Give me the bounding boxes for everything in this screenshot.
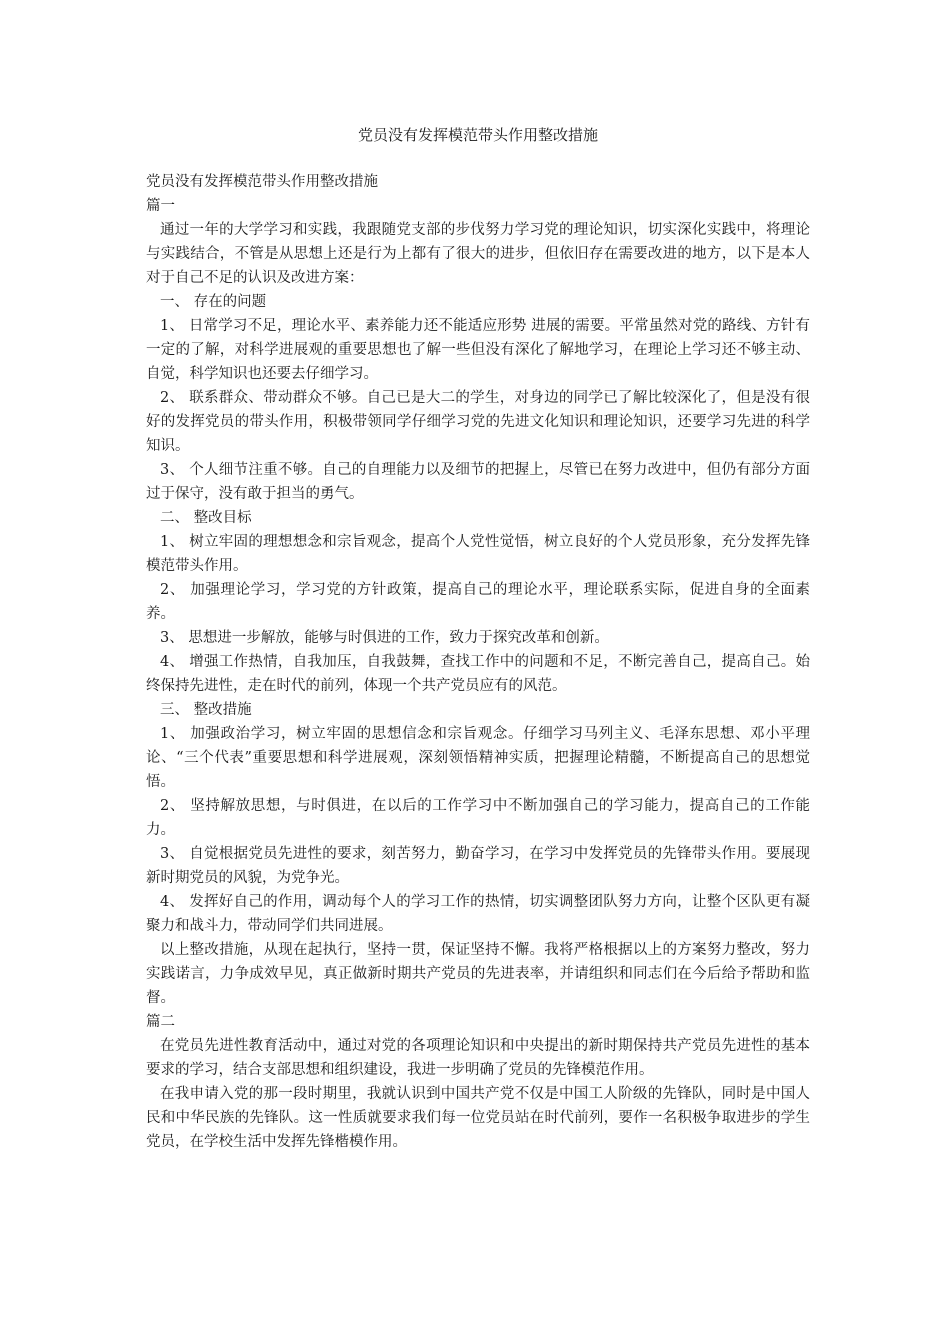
part-two-label: 篇二 — [146, 1014, 175, 1030]
section-heading-problems: 一、 存在的问题 — [160, 294, 267, 310]
section-heading-measures: 三、 整改措施 — [160, 702, 252, 718]
section-heading-goals: 二、 整改目标 — [160, 510, 252, 526]
goal-item: 3、 思想进一步解放，能够与时俱进的工作，致力于探究改革和创新。 — [160, 630, 609, 646]
problem-item: 2、 联系群众、带动群众不够。自己已是大二的学生，对身边的同学已了解比较深化了，但是没有很好的发挥党员的带头作用，积极带领同学仔细学习党的先进文化知识和理论知识，还要学习先进的科学知识。 — [146, 390, 810, 454]
document-page — [146, 124, 810, 1154]
part-two-paragraph: 在党员先进性教育活动中，通过对党的各项理论知识和中央提出的新时期保持共产党员先进性的基本要求的学习，结合支部思想和组织建设，我进一步明确了党员的先锋模范作用。 — [146, 1038, 810, 1078]
measure-item: 2、 坚持解放思想，与时俱进，在以后的工作学习中不断加强自己的学习能力，提高自己的工作能力。 — [146, 798, 810, 838]
goal-item: 4、 增强工作热情，自我加压，自我鼓舞，查找工作中的问题和不足，不断完善自己，提高自己。始终保持先进性，走在时代的前列，体现一个共产党员应有的风范。 — [146, 654, 810, 694]
conclusion-paragraph: 以上整改措施，从现在起执行，坚持一贯，保证坚持不懈。我将严格根据以上的方案努力整改，努力实践诺言，力争成效早见，真正做新时期共产党员的先进表率，并请组织和同志们在今后给予帮助和监督。 — [146, 942, 810, 1006]
goal-item: 1、 树立牢固的理想想念和宗旨观念，提高个人党性觉悟，树立良好的个人党员形象，充分发挥先锋模范带头作用。 — [146, 534, 810, 574]
part-two-paragraph: 在我申请入党的那一段时期里，我就认识到中国共产党不仅是中国工人阶级的先锋队，同时是中国人民和中华民族的先锋队。这一性质就要求我们每一位党员站在时代前列，要作一名积极争取进步的学生党员，在学校生活中发挥先锋楷模作用。 — [146, 1086, 810, 1150]
goal-item: 2、 加强理论学习，学习党的方针政策，提高自己的理论水平，理论联系实际，促进自身的全面素养。 — [146, 582, 810, 622]
part-one-label: 篇一 — [146, 198, 175, 214]
problem-item: 1、 日常学习不足，理论水平、素养能力还不能适应形势 进展的需要。平常虽然对党的路线、方针有一定的了解，对科学进展观的重要思想也了解一些但没有深化了解地学习，在理论上学习还不够主动、自觉，科学知识也还要去仔细学习。 — [146, 318, 810, 382]
intro-paragraph: 通过一年的大学学习和实践，我跟随党支部的步伐努力学习党的理论知识，切实深化实践中，将理论与实践结合，不管是从思想上还是行为上都有了很大的进步，但依旧存在需要改进的地方，以下是本人对于自己不足的认识及改进方案： — [146, 222, 810, 286]
document-subtitle: 党员没有发挥模范带头作用整改措施 — [146, 174, 378, 190]
document-title: 党员没有发挥模范带头作用整改措施 — [357, 126, 598, 144]
measure-item: 3、 自觉根据党员先进性的要求，刻苦努力，勤奋学习，在学习中发挥党员的先锋带头作用。要展现新时期党员的风貌，为党争光。 — [146, 846, 810, 886]
measure-item: 1、 加强政治学习，树立牢固的思想信念和宗旨观念。仔细学习马列主义、毛泽东思想、邓小平理论、“三个代表”重要思想和科学进展观，深刻领悟精神实质，把握理论精髓，不断提高自己的思想觉悟。 — [146, 726, 810, 790]
problem-item: 3、 个人细节注重不够。自己的自理能力以及细节的把握上，尽管已在努力改进中，但仍有部分方面过于保守，没有敢于担当的勇气。 — [146, 462, 810, 502]
measure-item: 4、 发挥好自己的作用，调动每个人的学习工作的热情，切实调整团队努力方向，让整个区队更有凝聚力和战斗力，带动同学们共同进展。 — [146, 894, 810, 934]
